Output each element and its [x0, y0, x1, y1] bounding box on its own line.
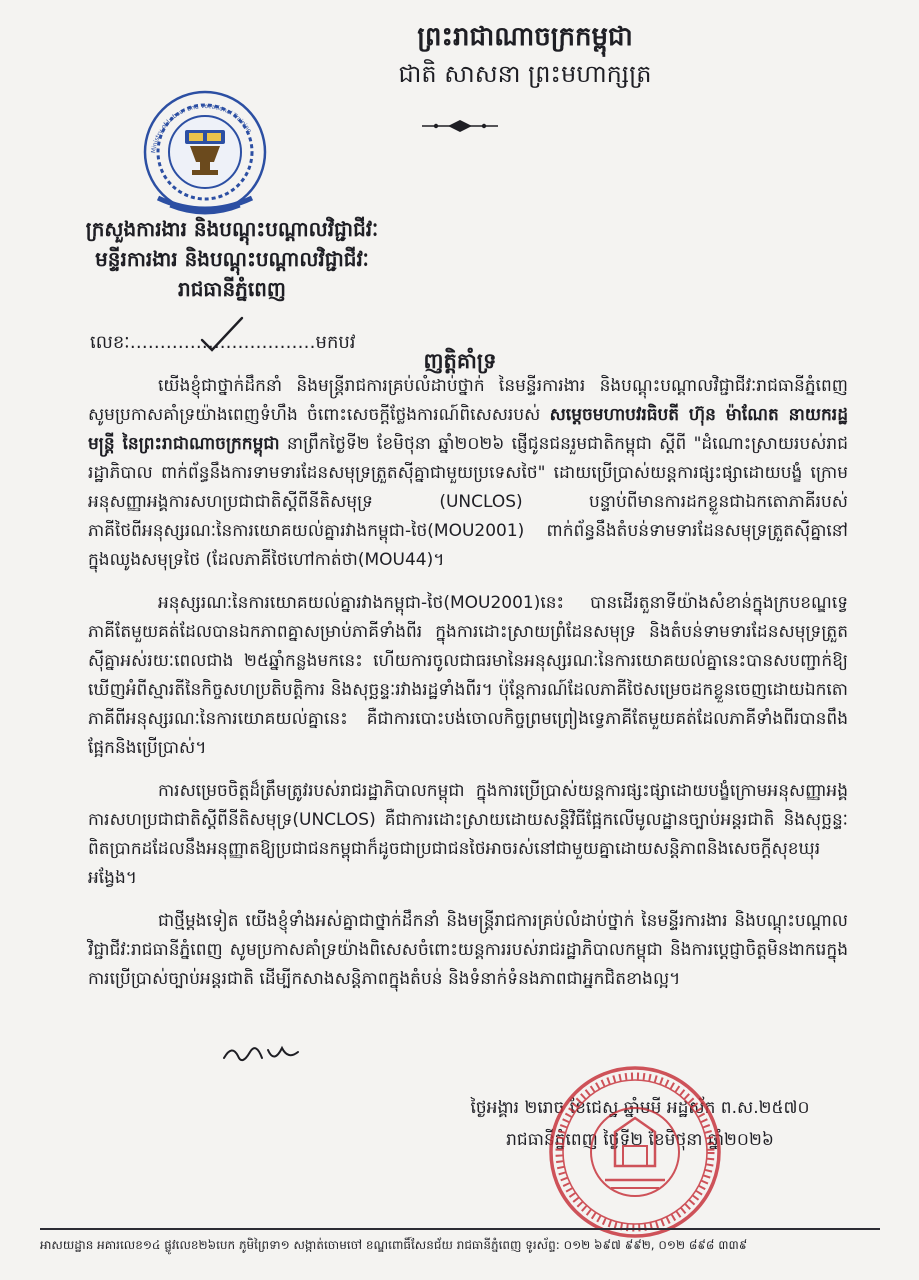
- prime-minister-name: សម្តេចមហាបវរធិបតី ហ៊ុន ម៉ាណែត នាយករដ្ឋមន្ត្រី នៃព្រះរាជាណាចក្រកម្ពុជា: [88, 405, 848, 454]
- reference-label: លេខៈ: [90, 332, 130, 353]
- handwritten-check-icon: [196, 314, 246, 354]
- national-motto: ជាតិ សាសនា ព្រះមហាក្សត្រ: [398, 60, 652, 88]
- logo-ring-text: Ministry of Labour and Vocational Training: [150, 102, 253, 154]
- kingdom-header: [300, 18, 750, 92]
- reference-dots-after: ……………: [225, 332, 316, 353]
- paragraph-4: ជាថ្មីម្តងទៀត យើងខ្ញុំទាំងអស់គ្នាជាថ្នាក់ដឹកនាំ និងមន្ត្រីរាជការគ្រប់លំដាប់ថ្នាក់ នៃមន្ទីរការងារ និងបណ្តុះបណ្តាលវិជ្ជាជីវៈរាជធានីភ្នំពេញ សូមប្រកាសគាំទ្រយ៉ាងពិសេសចំពោះយន្តការរបស់រាជរដ្ឋាភិបាលកម្ពុជា និងការប្តេជ្ញាចិត្តមិនងាករេក្នុងការប្រើប្រាស់ច្បាប់អន្តរជាតិ ដើម្បីកសាងសន្តិភាពក្នុងតំបន់ និងទំនាក់ទំនងភាពជាអ្នកជិតខាងល្អ។: [88, 911, 848, 989]
- paragraph-2: អនុស្សរណៈនៃការយោគយល់គ្នារវាងកម្ពុជា-ថៃ(MOU2001)នេះ បានដើរតួនាទីយ៉ាងសំខាន់ក្នុងក្របខណ្ឌទ្វេភាគីតែមួយគត់ដែលបានឯកភាពគ្នាសម្រាប់ភាគីទាំងពីរ ក្នុងការដោះស្រាយព្រំដែនសមុទ្រ និងតំបន់ទាមទារដែនសមុទ្រត្រួតស៊ីគ្នាអស់រយៈពេលជាង ២៥ឆ្នាំកន្លងមកនេះ ហើយការចូលជាធរមានៃអនុស្សរណៈនៃការយោគយល់គ្នានេះបានសបញ្ជាក់ឱ្យឃើញអំពីស្មារតីនៃកិច្ចសហប្រតិបត្តិការ និងសុច្ឆន្ទៈរវាងរដ្ឋទាំងពីរ។ ប៉ុន្តែការណ៍ដែលភាគីថៃសម្រេចដកខ្លួនចេញដោយឯកតោភាគីពីអនុស្សរណៈនៃការយោគយល់គ្នានេះ គឺជាការបោះបង់ចោលកិច្ចព្រមព្រៀងទ្វេភាគីតែមួយគត់ដែលភាគីទាំងពីរបានពឹងផ្អែកនិងប្រើប្រាស់។: [88, 593, 848, 758]
- ministry-name: ក្រសួងការងារ និងបណ្តុះបណ្តាលវិជ្ជាជីវៈ: [85, 217, 379, 241]
- handwritten-initial-icon: [220, 1040, 310, 1070]
- paragraph-1-start: យើងខ្ញុំជាថ្នាក់ដឹកនាំ និងមន្ត្រីរាជការគ្រប់លំដាប់ថ្នាក់ នៃមន្ទីរការងារ និងបណ្តុះបណ្តាលវិជ្ជាជីវៈរាជធានីភ្នំពេញ សូមប្រកាសគាំទ្រយ៉ាងពេញទំហឹង ចំពោះសេចក្តីថ្លែងការណ៍ពិសេសរបស់: [88, 376, 848, 425]
- reference-suffix: មកបវ: [315, 332, 356, 353]
- official-stamp-icon: [545, 1062, 725, 1242]
- footer-address: អាសយដ្ឋាន អគារលេខ១៤ ផ្លូវលេខ២៦បេក ភូមិព្រៃទា១ សង្កាត់ចោមចៅ ខណ្ឌពោធិ៍សែនជ័យ រាជធានីភ្នំពេញ ទូរស័ព្ទ: ០១២ ៦៩៧ ៩៩២, ០១២ ៨៩៨ ៣៣៩: [40, 1238, 748, 1252]
- ornament-divider-icon: [420, 119, 500, 133]
- paragraph-3: ការសម្រេចចិត្តដ៏ត្រឹមត្រូវរបស់រាជរដ្ឋាភិបាលកម្ពុជា ក្នុងការប្រើប្រាស់យន្តការផ្សះផ្សាដោយបង្ខំក្រោមអនុសញ្ញាអង្គការសហប្រជាជាតិស្តីពីនីតិសមុទ្រ(UNCLOS) គឺជាការដោះស្រាយដោយសន្តិវិធីផ្អែកលើមូលដ្ឋានច្បាប់អន្តរជាតិ និងសុច្ឆន្ទៈពិតប្រាកដដែលនឹងអនុញ្ញាតឱ្យប្រជាជនកម្ពុជាក៏ដូចជាប្រជាជនថៃអាចរស់នៅជាមួយគ្នាដោយសន្តិភាពនិងសេចក្តីសុខឃុរអង្វែង។: [88, 781, 848, 888]
- document-body: [88, 372, 848, 1008]
- paragraph-1-end: នាព្រឹកថ្ងៃទី២ ខែមិថុនា ឆ្នាំ២០២៦ ផ្ញើជូនជនរួមជាតិកម្ពុជា ស្តីពី "ដំណោះស្រាយរបស់រាជរដ្ឋាភិបាល ពាក់ព័ន្ធនឹងការទាមទារដែនសមុទ្រត្រួតស៊ីគ្នាជាមួយប្រទេសថៃ" ដោយប្រើប្រាស់យន្តការផ្សះផ្សាដោយបង្ខំ ក្រោមអនុសញ្ញាអង្គការសហប្រជាជាតិស្តីពីនីតិសមុទ្រ (UNCLOS) បន្ទាប់ពីមានការដកខ្លួនជាឯកតោភាគីរបស់ភាគីថៃពីអនុស្សរណៈនៃការយោគយល់គ្នារវាងកម្ពុជា-ថៃ(MOU2001) ពាក់ព័ន្ធនឹងតំបន់ទាមទារដែនសមុទ្រត្រួតស៊ីគ្នានៅក្នុងឈូងសមុទ្រថៃ (ដែលភាគីថៃហៅកាត់ថា(MOU44)។: [88, 434, 849, 570]
- lunar-date: ថ្ងៃអង្គារ ២រោច ខែជេស្ឋ ឆ្នាំមមី អដ្ឋស័ក ព.ស.២៥៧០: [470, 1098, 810, 1118]
- solar-date: រាជធានីភ្នំពេញ ថ្ងៃទី២ ខែមិថុនា ឆ្នាំ២០២៦: [506, 1130, 774, 1150]
- paragraph-1: [88, 372, 848, 575]
- ministry-header: [22, 214, 442, 304]
- kingdom-title: ព្រះរាជាណាចក្រកម្ពុជា: [417, 22, 633, 52]
- ministry-logo-icon: [130, 80, 280, 230]
- document-title: ញត្តិគាំទ្រ: [423, 348, 497, 373]
- department-name: មន្ទីរការងារ និងបណ្តុះបណ្តាលវិជ្ជាជីវៈ: [95, 247, 369, 271]
- reference-dots: …………….: [129, 332, 226, 353]
- city-name: រាជធានីភ្នំពេញ: [178, 277, 286, 301]
- footer-divider: [40, 1228, 880, 1230]
